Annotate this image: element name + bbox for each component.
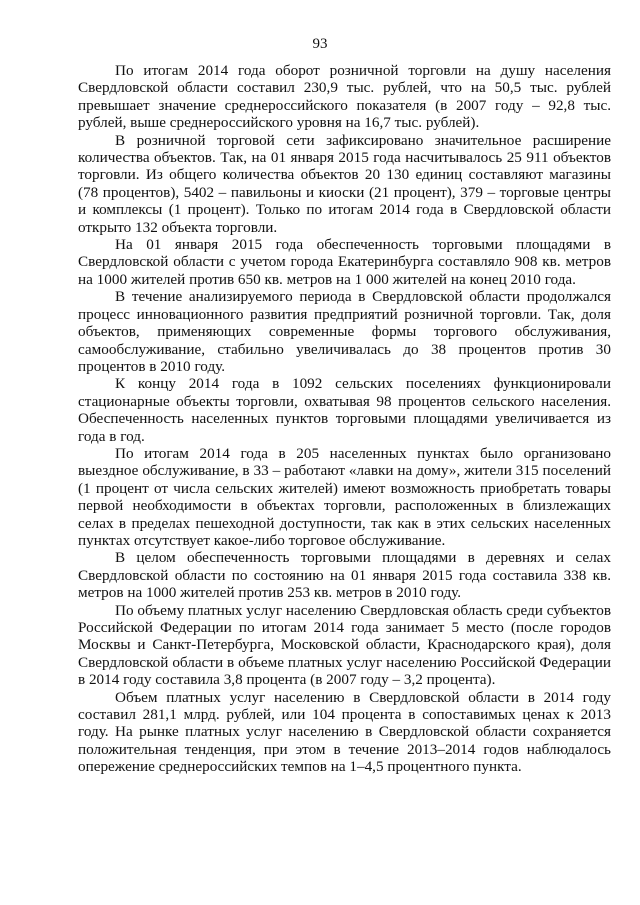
document-body bbox=[78, 62, 611, 776]
paragraph-rural-settlements: К концу 2014 года в 1092 сельских поселениях функционировали стационарные объекты торговли, охватывая 98 процентов сельского населения. Обеспеченность населенных пунктов торговыми площадями увеличивается из года в год. bbox=[78, 375, 611, 445]
paragraph-paid-services-rank: По объему платных услуг населению Свердловская область среди субъектов Российской Федерации по итогам 2014 года занимает 5 место (после городов Москвы и Санкт-Петербурга, Московской области, Краснодарского края), доля Свердловской области в объеме платных услуг населению Российской Федерации в 2014 году составила 3,8 процента (в 2007 году – 3,2 процента). bbox=[78, 601, 611, 689]
paragraph-retail-network: В розничной торговой сети зафиксировано значительное расширение количества объектов. Так, на 01 января 2015 года насчитывалось 25 911 объектов торговли. Из общего количества объектов 20 130 единиц составляют магазины (78 процентов), 5402 – павильоны и киоски (21 процент), 379 – торговые центры и комплексы (1 процент). Только по итогам 2014 года в Свердловской области открыто 132 объекта торговли. bbox=[78, 131, 611, 236]
paragraph-paid-services-volume: Объем платных услуг населению в Свердловской области в 2014 году составил 281,1 млрд. рублей, или 104 процента в сопоставимых ценах к 2013 году. На рынке платных услуг населению в Свердловской области сохраняется положительная тенденция, при этом в течение 2013–2014 годов наблюдалось опережение среднероссийских темпов на 1–4,5 процентного пункта. bbox=[78, 688, 611, 776]
paragraph-retail-turnover: По итогам 2014 года оборот розничной торговли на душу населения Свердловской области составил 230,9 тыс. рублей, что на 50,5 тыс. рублей превышает значение среднероссийского показателя (в 2007 году – 92,8 тыс. рублей, выше среднероссийского уровня на 16,7 тыс. рублей). bbox=[78, 62, 611, 132]
page-number: 93 bbox=[312, 36, 328, 52]
paragraph-mobile-service: По итогам 2014 года в 205 населенных пунктах было организовано выездное обслуживание, в 33 – работают «лавки на дому», жители 315 поселений (1 процент от числа сельских жителей) имеют возможность приобретать товары первой необходимости в объектах торговли, расположенных в близлежащих селах в пределах пешеходной доступности, так как в этих сельских населенных пунктах отсутствует какое-либо торговое обслуживание. bbox=[78, 444, 611, 549]
paragraph-innovation: В течение анализируемого периода в Свердловской области продолжался процесс инновационного развития предприятий розничной торговли. Так, доля объектов, применяющих современные формы торгового обслуживания, самообслуживание, стабильно увеличивалась до 38 процентов против 30 процентов в 2010 году. bbox=[78, 288, 611, 375]
paragraph-rural-trade-area: В целом обеспеченность торговыми площадями в деревнях и селах Свердловской области по состоянию на 01 января 2015 года составила 338 кв. метров на 1000 жителей против 253 кв. метров в 2010 году. bbox=[78, 549, 611, 602]
paragraph-trade-area: На 01 января 2015 года обеспеченность торговыми площадями в Свердловской области с учетом города Екатеринбурга составляло 908 кв. метров на 1000 жителей против 650 кв. метров на 1 000 жителей на конец 2010 года. bbox=[78, 236, 611, 288]
